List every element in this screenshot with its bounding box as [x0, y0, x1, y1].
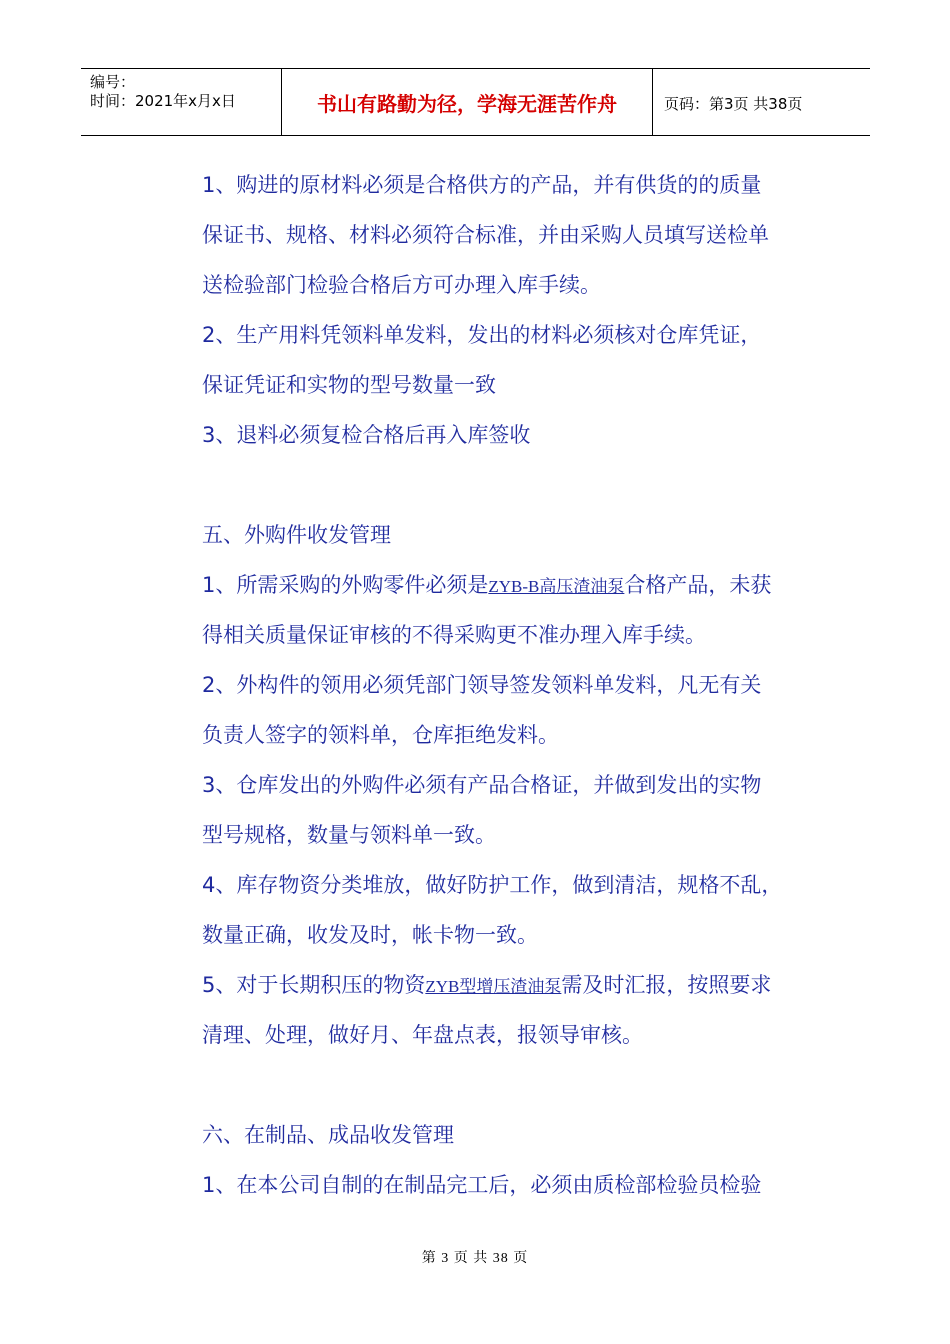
page-footer: 第 3 页 共 38 页: [421, 1251, 529, 1266]
section-heading-6: 六、在制品、成品收发管理: [202, 1123, 454, 1147]
paragraph-line: 数量正确，收发及时，帐卡物一致。: [202, 923, 538, 947]
section-heading-5: 五、外购件收发管理: [202, 523, 391, 547]
document-date-label: 时间：2021年x月x日: [90, 92, 236, 110]
header-motto: 书山有路勤为径，学海无涯苦作舟: [317, 92, 617, 116]
paragraph-line: 1、在本公司自制的在制品完工后，必须由质检部检验员检验: [202, 1173, 762, 1197]
paragraph-line: 3、仓库发出的外购件必须有产品合格证，并做到发出的实物: [202, 773, 762, 797]
paragraph-line: 清理、处理，做好月、年盘点表，报领导审核。: [202, 1023, 643, 1047]
paragraph-line: 2、生产用料凭领料单发料，发出的材料必须核对仓库凭证，: [202, 323, 762, 347]
paragraph-line: 保证书、规格、材料必须符合标准，并由采购人员填写送检单: [202, 223, 769, 247]
paragraph-line: 1、购进的原材料必须是合格供方的产品，并有供货的的质量: [202, 173, 762, 197]
paragraph-line: 3、退料必须复检合格后再入库签收: [202, 423, 531, 447]
header-page-cell: [653, 69, 870, 135]
product-link-zyb[interactable]: ZYB型增压渣油泵: [425, 977, 562, 996]
paragraph-line: 送检验部门检验合格后方可办理入库手续。: [202, 273, 601, 297]
paragraph-line: [202, 572, 771, 600]
header-page-number: 页码：第3页 共38页: [664, 95, 803, 113]
paragraph-line: 得相关质量保证审核的不得采购更不准办理入库手续。: [202, 623, 706, 647]
paragraph-line: 4、库存物资分类堆放，做好防护工作，做到清洁，规格不乱，: [202, 873, 783, 897]
document-header: [81, 68, 870, 136]
product-link-zyb-b[interactable]: ZYB-B高压渣油泵: [488, 577, 625, 596]
paragraph-line: [202, 972, 771, 1000]
header-info-cell: [81, 69, 281, 135]
paragraph-line: 型号规格，数量与领料单一致。: [202, 823, 496, 847]
paragraph-line: 负责人签字的领料单，仓库拒绝发料。: [202, 723, 559, 747]
paragraph-line: 保证凭证和实物的型号数量一致: [202, 373, 496, 397]
text-segment: 1、所需采购的外购零件必须是: [202, 573, 489, 597]
text-segment: 5、对于长期积压的物资: [202, 973, 426, 997]
paragraph-line: 2、外构件的领用必须凭部门领导签发领料单发料，凡无有关: [202, 673, 762, 697]
text-segment: 合格产品，未获: [624, 573, 772, 597]
document-number-label: 编号：: [90, 73, 136, 91]
header-motto-cell: [281, 69, 653, 135]
text-segment: 需及时汇报，按照要求: [561, 973, 772, 997]
